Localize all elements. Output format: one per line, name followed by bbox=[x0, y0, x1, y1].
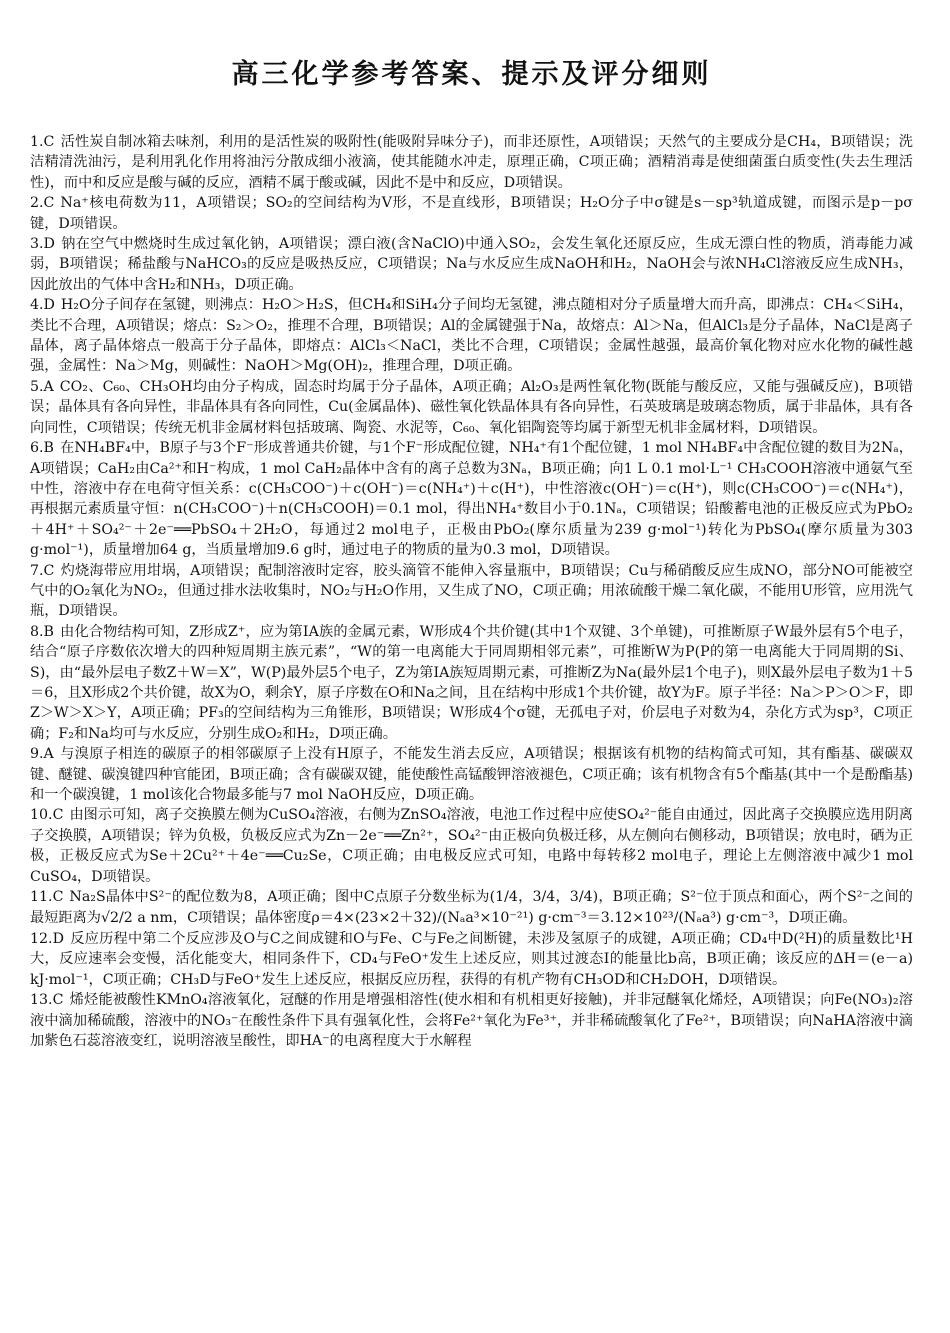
answer-item-12 bbox=[30, 929, 913, 990]
answer-text: 由化合物结构可知，Z形成Z⁺，应为第ⅠA族的金属元素，W形成4个共价键(其中1个双键、3个单键)，可推断原子W最外层有5个电子，结合“原子序数依次增大的四种短周期主族元素”，“W的第一电离能大于同周期相邻元素”，可推断W为P(P的第一电离能大于同周期的Si、S)，由“最外层电子数Z＋W＝X”，W(P)最外层5个电子，Z为第ⅠA族短周期元素，可推断Z为Na(最外层1个电子)，则X最外层电子数为1＋5＝6，且X形成2个共价键，故X为O，剩余Y，原子序数在O和Na之间，且在结构中形成1个共价键，故Y为F。原子半径：Na＞P＞O＞F，即Z＞W＞X＞Y，A项正确；PF₃的空间结构为三角锥形，B项错误；W形成4个σ键，无孤电子对，价层电子对数为4，杂化方式为sp³，C项正确；F₂和Na均可与水反应，分别生成O₂和H₂，D项正确。 bbox=[30, 623, 913, 742]
answer-text: 反应历程中第二个反应涉及O与C之间成键和O与Fe、C与Fe之间断键，未涉及氢原子的成键，A项正确；CD₄中D(²H)的质量数比¹H大，反应速率会变慢，活化能变大，相同条件下，CD₄与FeO⁺发生上述反应，则其过渡态Ⅰ的能量比b高，B项正确；该反应的ΔH＝(e－a) kJ·mol⁻¹，C项正确；CH₃D与FeO⁺发生上述反应，根据反应历程，获得的有机产物有CH₃OD和CH₂DOH，D项错误。 bbox=[30, 931, 913, 988]
answer-text: 与溴原子相连的碳原子的相邻碳原子上没有H原子，不能发生消去反应，A项错误；根据该有机物的结构简式可知，其有酯基、碳碳双键、醚键、碳溴键四种官能团，B项正确；含有碳碳双键，能使酸性高锰酸钾溶液褪色，C项正确；该有机物含有5个酯基(其中一个是酚酯基)和一个碳溴键，1 mol该化合物最多能与7 mol NaOH反应，D项正确。 bbox=[30, 746, 913, 803]
answer-number: 4.D bbox=[30, 297, 55, 314]
answer-text: 钠在空气中燃烧时生成过氧化钠，A项错误；漂白液(含NaClO)中通入SO₂，会发生氧化还原反应，生成无漂白性的物质，消毒能力减弱，B项错误；稀盐酸与NaHCO₃的反应是吸热反应，C项错误；Na与水反应生成NaOH和H₂，NaOH会与浓NH₄Cl溶液反应生成NH₃，因此放出的气体中含H₂和NH₃，D项正确。 bbox=[30, 236, 913, 293]
answer-text: 灼烧海带应用坩埚，A项错误；配制溶液时定容，胶头滴管不能伸入容量瓶中，B项错误；Cu与稀硝酸反应生成NO，部分NO可能被空气中的O₂氧化为NO₂，但通过排水法收集时，NO₂与H₂O作用，又生成了NO，C项正确；用浓硫酸干燥二氧化碳，不能用U形管，应用洗气瓶，D项错误。 bbox=[30, 562, 913, 620]
answer-text: 由图示可知，离子交换膜左侧为CuSO₄溶液，右侧为ZnSO₄溶液，电池工作过程中应使SO₄²⁻能自由通过，因此离子交换膜应选用阴离子交换膜，A项错误；锌为负极，负极反应式为Zn－2e⁻══Zn²⁺，SO₄²⁻由正极向负极迁移，从左侧向右侧移动，B项错误；放电时，硒为正极，正极反应式为Se＋2Cu²⁺＋4e⁻══Cu₂Se，C项正确；由电极反应式可知，电路中每转移2 mol电子，理论上左侧溶液中减少1 mol CuSO₄，D项错误。 bbox=[30, 807, 913, 885]
answer-number: 12.D bbox=[30, 931, 64, 948]
answer-item-10 bbox=[30, 805, 913, 887]
answer-item-7 bbox=[30, 561, 913, 622]
answer-item-9 bbox=[30, 744, 913, 805]
answer-list bbox=[30, 132, 913, 1051]
answer-item-6 bbox=[30, 438, 913, 560]
answer-number: 1.C bbox=[30, 134, 55, 150]
answer-item-5 bbox=[30, 377, 913, 438]
answer-text: Na₂S晶体中S²⁻的配位数为8，A项正确；图中C点原子分数坐标为(1/4，3/4，3/4)，B项正确；S²⁻位于顶点和面心，两个S²⁻之间的最短距离为√2/2 a nm，C项错误；晶体密度ρ＝4×(23×2＋32)/(Nₐa³×10⁻²¹) g·cm⁻³＝3.12×10²³/(Nₐa³) g·cm⁻³，D项正确。 bbox=[30, 889, 913, 927]
answer-number: 10.C bbox=[30, 807, 64, 824]
page-title: 高三化学参考答案、提示及评分细则 bbox=[231, 59, 712, 90]
answer-text: CO₂、C₆₀、CH₃OH均由分子构成，固态时均属于分子晶体，A项正确；Al₂O₃是两性氧化物(既能与酸反应，又能与强碱反应)，B项错误；晶体具有各向异性，非晶体具有各向同性，Cu(金属晶体)、磁性氧化铁晶体具有各向异性，石英玻璃是玻璃态物质，属于非晶体，具有各向同性，C项错误；传统无机非金属材料包括玻璃、陶瓷、水泥等，C₆₀、氧化铝陶瓷等均属于新型无机非金属材料，D项错误。 bbox=[30, 378, 913, 436]
answer-item-13 bbox=[30, 990, 913, 1051]
answer-item-4 bbox=[30, 295, 913, 377]
answer-item-1 bbox=[30, 132, 913, 193]
answer-number: 5.A bbox=[30, 378, 54, 395]
answer-item-2 bbox=[30, 193, 913, 234]
answer-text: H₂O分子间存在氢键，则沸点：H₂O＞H₂S，但CH₄和SiH₄分子间均无氢键，沸点随相对分子质量增大而升高，即沸点：CH₄＜SiH₄，类比不合理，A项错误；熔点：S₂＞O₂，推理不合理，B项错误；Al的金属键强于Na，故熔点：Al＞Na，但AlCl₃是分子晶体，NaCl是离子晶体，离子晶体熔点一般高于分子晶体，即熔点：AlCl₃＜NaCl，类比不合理，C项错误；金属性越强，最高价氧化物对应水化物的碱性越强，金属性：Na＞Mg，则碱性：NaOH＞Mg(OH)₂，推理合理，D项正确。 bbox=[30, 297, 913, 375]
answer-number: 8.B bbox=[30, 623, 54, 640]
answer-number: 11.C bbox=[30, 889, 64, 906]
answer-item-11 bbox=[30, 887, 913, 929]
answer-text: Na⁺核电荷数为11，A项错误；SO₂的空间结构为V形，不是直线形，B项错误；H₂O分子中σ键是s－sp³轨道成键，而图示是p－pσ键，D项错误。 bbox=[30, 195, 913, 232]
answer-text: 活性炭自制冰箱去味剂，利用的是活性炭的吸附性(能吸附异味分子)，而非还原性，A项错误；天然气的主要成分是CH₄，B项错误；洗洁精清洗油污，是利用乳化作用将油污分散成细小液滴，使其能随水冲走，原理正确，C项正确；酒精消毒是使细菌蛋白质变性(失去生理活性)，而中和反应是酸与碱的反应，酒精不属于酸或碱，因此不是中和反应，D项错误。 bbox=[30, 134, 913, 191]
answer-number: 3.D bbox=[30, 236, 55, 253]
answer-number: 6.B bbox=[30, 440, 54, 457]
answer-number: 2.C bbox=[30, 195, 55, 212]
answer-number: 9.A bbox=[30, 746, 54, 763]
answer-item-3 bbox=[30, 234, 913, 295]
answer-text: 烯烃能被酸性KMnO₄溶液氧化，冠醚的作用是增强相溶性(使水相和有机相更好接触)，并非冠醚氧化烯烃，A项错误；向Fe(NO₃)₂溶液中滴加稀硫酸，溶液中的NO₃⁻在酸性条件下具有强氧化性，会将Fe²⁺氧化为Fe³⁺，并非稀硫酸氧化了Fe²⁺，B项错误；向NaHA溶液中滴加紫色石蕊溶液变红，说明溶液呈酸性，即HA⁻的电离程度大于水解程 bbox=[30, 992, 913, 1050]
answer-number: 7.C bbox=[30, 562, 55, 579]
answer-text: 在NH₄BF₄中，B原子与3个F⁻形成普通共价键，与1个F⁻形成配位键，NH₄⁺有1个配位键，1 mol NH₄BF₄中含配位键的数目为2Nₐ，A项错误；CaH₂由Ca²⁺和H⁻构成，1 mol CaH₂晶体中含有的离子总数为3Nₐ，B项正确；向1 L 0.1 mol·L⁻¹ CH₃COOH溶液中通氨气至中性，溶液中存在电荷守恒关系：c(CH₃COO⁻)＋c(OH⁻)＝c(NH₄⁺)＋c(H⁺)，中性溶液c(OH⁻)＝c(H⁺)，则c(CH₃COO⁻)＝c(NH₄⁺)，再根据元素质量守恒：n(CH₃COO⁻)＋n(CH₃COOH)＝0.1 mol，得出NH₄⁺数目小于0.1Nₐ，C项错误；铅酸蓄电池的正极反应式为PbO₂＋4H⁺＋SO₄²⁻＋2e⁻══PbSO₄＋2H₂O，每通过2 mol电子，正极由PbO₂(摩尔质量为239 g·mol⁻¹)转化为PbSO₄(摩尔质量为303 g·mol⁻¹)，质量增加64 g，当质量增加9.6 g时，通过电子的物质的量为0.3 mol，D项错误。 bbox=[30, 440, 913, 559]
answer-number: 13.C bbox=[30, 992, 64, 1009]
answer-item-8 bbox=[30, 622, 913, 744]
